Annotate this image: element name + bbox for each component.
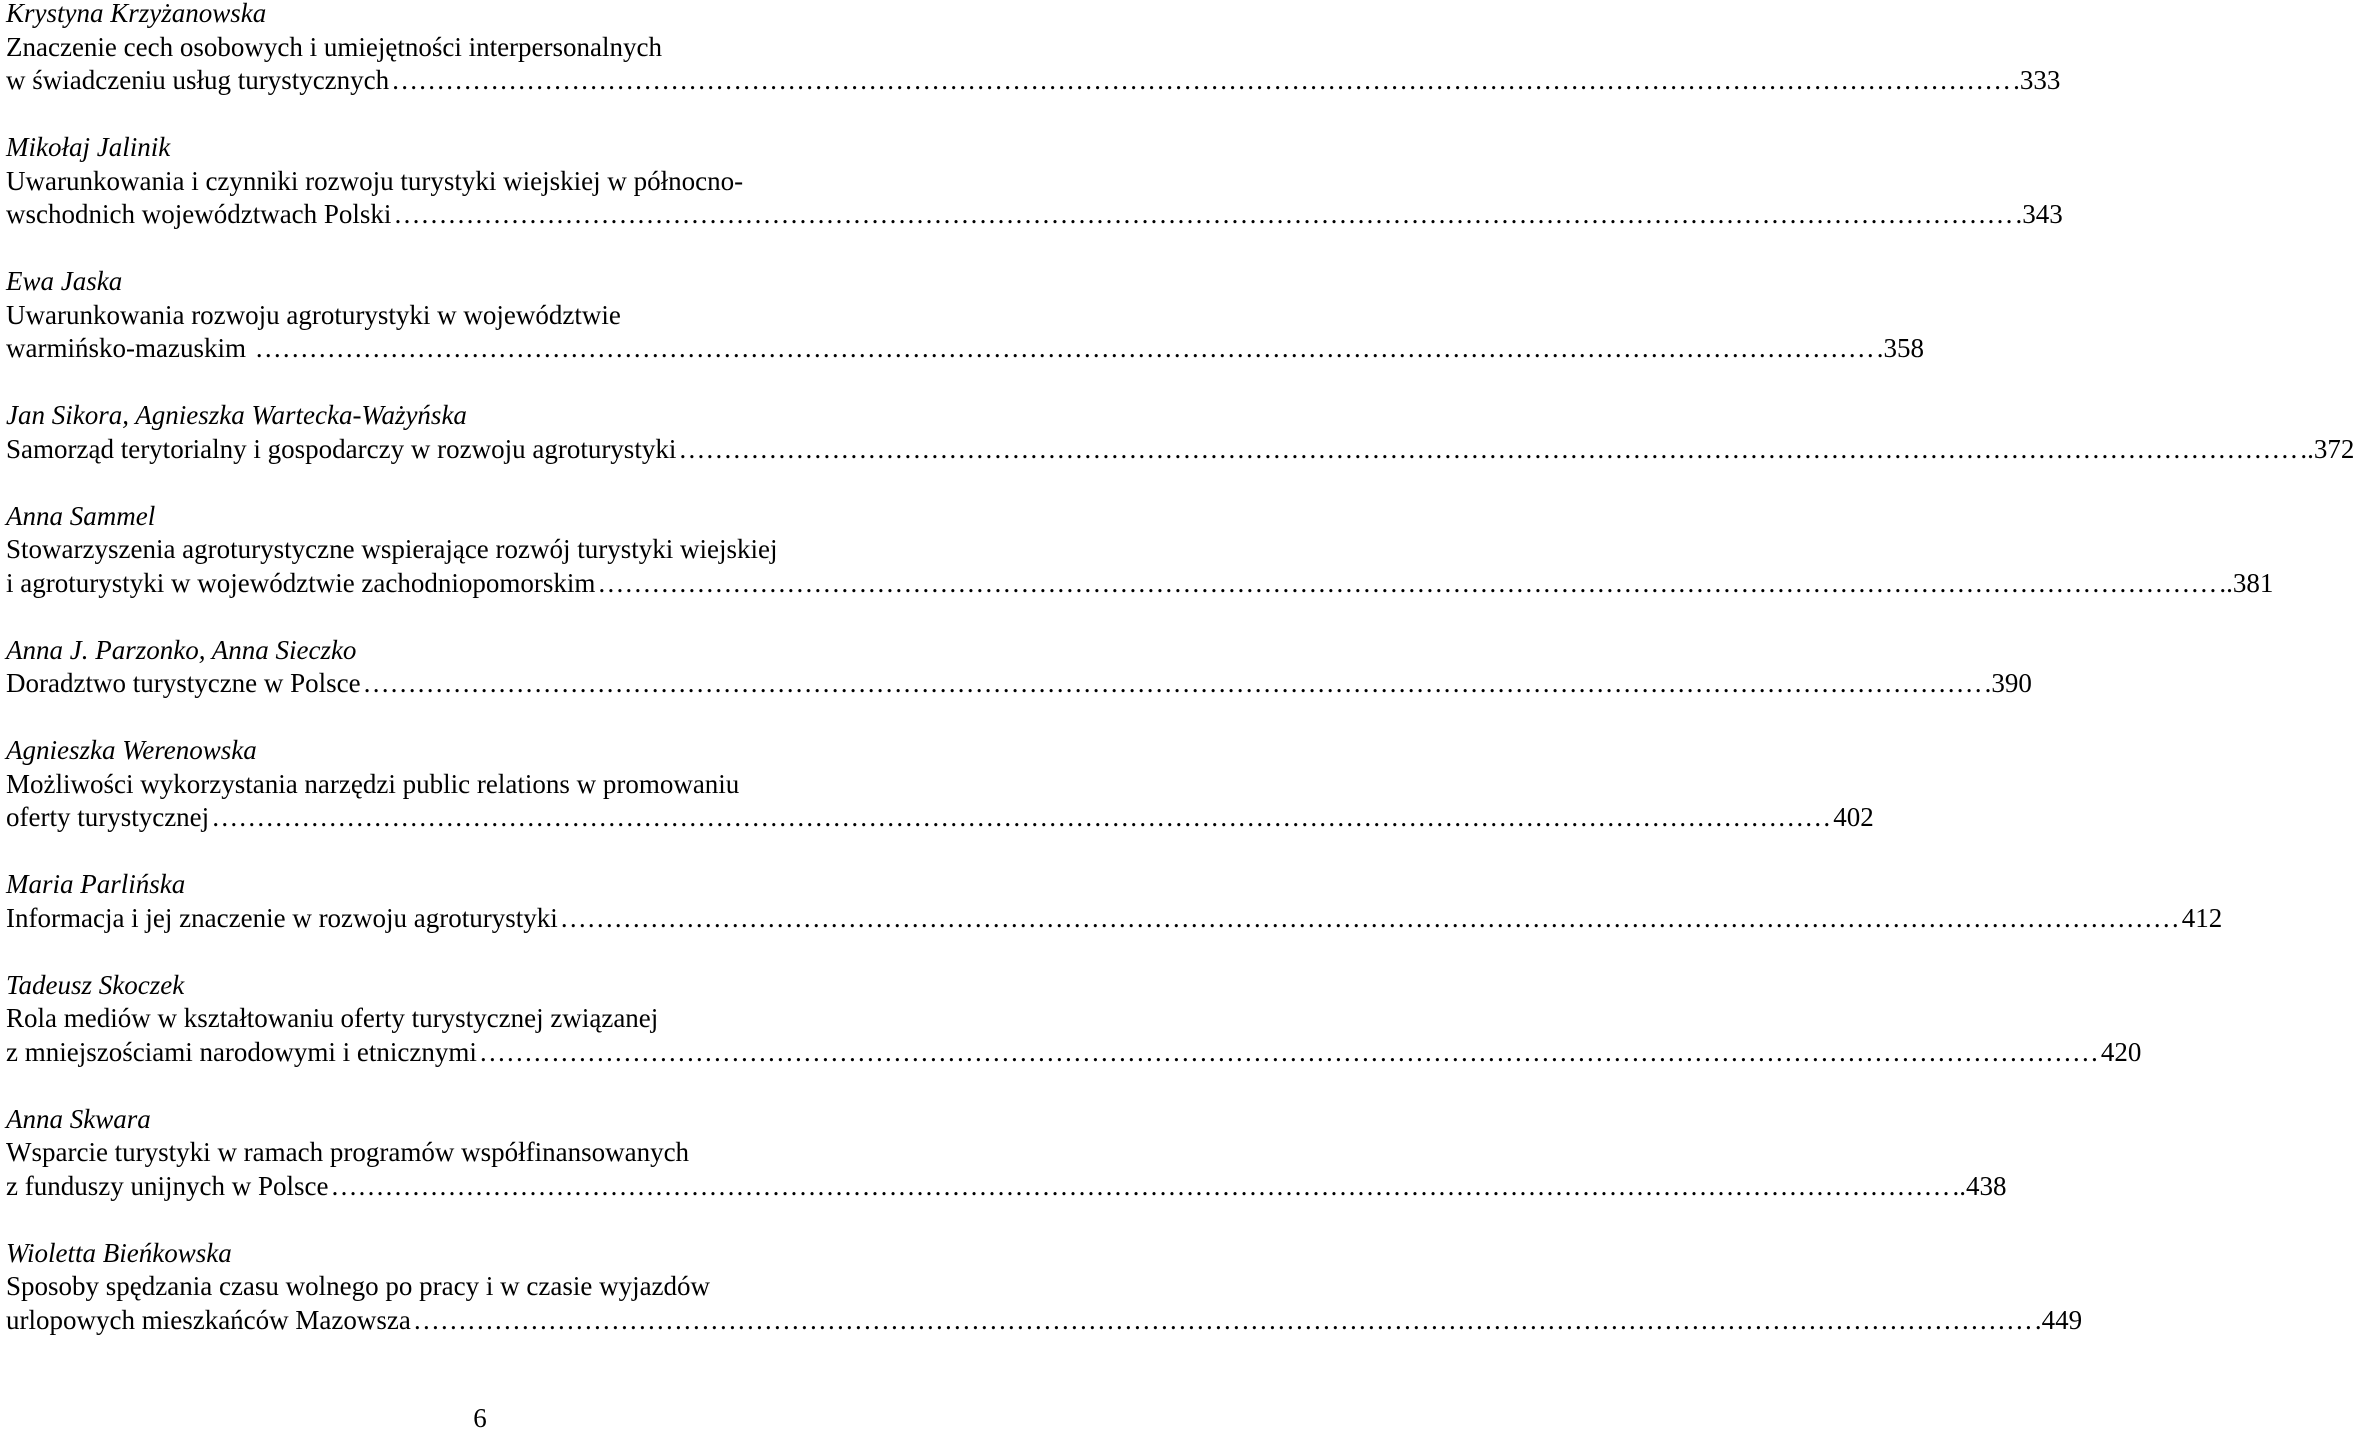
toc-entry-author: Mikołaj Jalinik [6, 132, 171, 162]
toc-entry-author: Anna J. Parzonko, Anna Sieczko [6, 634, 357, 665]
toc-entry-page-number: ..381 [2219, 567, 2274, 598]
toc-entry-author: Wioletta Bieńkowska [6, 1237, 232, 1268]
toc-entry [6, 868, 2223, 935]
dot-leader: ……………………………………………………………………………………………………………………………………………………………… [211, 802, 1832, 832]
toc-entry-page-number: .343 [2015, 199, 2063, 229]
dot-leader: ……………………………………………………………………………………………………………………………………………………………… [597, 567, 2218, 598]
toc-entry-author: Agnieszka Werenowska [6, 735, 257, 765]
toc-entry-title-text: Samorząd terytorialny i gospodarczy w rozwoju agroturystyki [6, 433, 677, 464]
toc-entry-title-last-line [6, 801, 1874, 835]
page-number: 6 [473, 1403, 487, 1433]
dot-leader: ……………………………………………………………………………………………………………………………………………………………… [362, 668, 1983, 698]
toc-entry-title-text: warmińsko-mazuskim [6, 333, 253, 363]
toc-entry-title-text: w świadczeniu usług turystycznych [6, 65, 390, 95]
toc-entry-title-line: Uwarunkowania i czynniki rozwoju turystyki wiejskiej w północno- [6, 165, 744, 196]
dot-leader: ……………………………………………………………………………………………………………………………………………………………… [678, 433, 2299, 464]
toc-entry-title-last-line [6, 667, 2032, 701]
toc-entry [6, 969, 2142, 1070]
toc-entry [6, 0, 2061, 98]
dot-leader: ……………………………………………………………………………………………………………………………………………………………… [391, 65, 2012, 95]
dot-leader: ……………………………………………………………………………………………………………………………………………………………… [559, 902, 2180, 933]
toc-entry-author: Ewa Jaska [6, 266, 123, 296]
toc-entry [6, 131, 2063, 232]
toc-entry-page-number: 402 [1833, 802, 1874, 832]
toc-entry-page-number: .449 [2034, 1304, 2083, 1335]
toc-entry [6, 1103, 2007, 1204]
toc-entry-title-last-line [6, 902, 2223, 936]
toc-entry-page-number: ..438 [1952, 1170, 2007, 1201]
dot-leader: ……………………………………………………………………………………………………………………………………………………………… [412, 1304, 2033, 1335]
toc-entry-title-text: i agroturystyki w województwie zachodniopomorskim [6, 567, 596, 598]
toc-entry-author: Anna Sammel [6, 500, 156, 531]
toc-entry [6, 265, 1924, 366]
dot-leader: ……………………………………………………………………………………………………………………………………………………………… [393, 199, 2014, 229]
toc-entry-page-number: .358 [1876, 333, 1924, 363]
dot-leader: ……………………………………………………………………………………………………………………………………………………………… [330, 1170, 1951, 1201]
toc-entry-title-text: urlopowych mieszkańców Mazowsza [6, 1304, 411, 1335]
toc-entry-title-last-line [6, 332, 1924, 366]
dot-leader: ……………………………………………………………………………………………………………………………………………………………… [254, 333, 1875, 363]
toc-entry-author: Maria Parlińska [6, 869, 186, 899]
toc-entry [6, 1237, 2083, 1338]
toc-entry-title-last-line [6, 1036, 2142, 1070]
toc-entry-author: Krystyna Krzyżanowska [6, 0, 267, 28]
toc-entry-page-number: .390 [1984, 668, 2032, 698]
table-of-contents [6, 0, 2354, 1337]
toc-entry [6, 634, 2032, 701]
toc-entry-title-text: z funduszy unijnych w Polsce [6, 1170, 329, 1201]
toc-entry [6, 399, 2354, 466]
toc-entry-title-last-line [6, 567, 2274, 601]
toc-entry-author: Tadeusz Skoczek [6, 969, 185, 1000]
toc-entry [6, 500, 2274, 601]
toc-entry-title-text: Informacja i jej znaczenie w rozwoju agroturystyki [6, 902, 558, 933]
toc-entry-title-line: Rola mediów w kształtowaniu oferty turystycznej związanej [6, 1003, 659, 1033]
toc-entry-title-last-line [6, 64, 2061, 98]
toc-entry-title-text: oferty turystycznej [6, 802, 210, 832]
toc-entry-page-number: .333 [2013, 65, 2061, 95]
dot-leader: ……………………………………………………………………………………………………………………………………………………………… [478, 1036, 2099, 1067]
toc-entry-page-number: ..372 [2300, 433, 2354, 464]
toc-entry [6, 734, 1874, 835]
toc-entry-author: Jan Sikora, Agnieszka Wartecka-Ważyńska [6, 400, 467, 430]
toc-entry-title-last-line [6, 1170, 2007, 1204]
toc-entry-page-number: 420 [2100, 1036, 2142, 1067]
toc-entry-title-text: Doradztwo turystyczne w Polsce [6, 668, 361, 698]
toc-entry-title-line: Możliwości wykorzystania narzędzi public relations w promowaniu [6, 768, 740, 799]
toc-entry-title-text: z mniejszościami narodowymi i etnicznymi [6, 1036, 477, 1067]
toc-entry-title-last-line [6, 198, 2063, 232]
toc-entry-title-last-line [6, 1304, 2083, 1338]
toc-entry-title-line: Uwarunkowania rozwoju agroturystyki w województwie [6, 299, 621, 330]
toc-entry-author: Anna Skwara [6, 1103, 151, 1134]
toc-entry-title-line: Wsparcie turystyki w ramach programów współfinansowanych [6, 1137, 690, 1167]
toc-entry-title-line: Sposoby spędzania czasu wolnego po pracy i w czasie wyjazdów [6, 1271, 711, 1301]
toc-entry-title-line: Stowarzyszenia agroturystyczne wspierające rozwój turystyki wiejskiej [6, 534, 778, 564]
toc-entry-page-number: 412 [2181, 902, 2223, 933]
toc-entry-title-text: wschodnich województwach Polski [6, 199, 392, 229]
toc-entry-title-last-line [6, 433, 2354, 467]
toc-entry-title-line: Znaczenie cech osobowych i umiejętności interpersonalnych [6, 31, 663, 62]
